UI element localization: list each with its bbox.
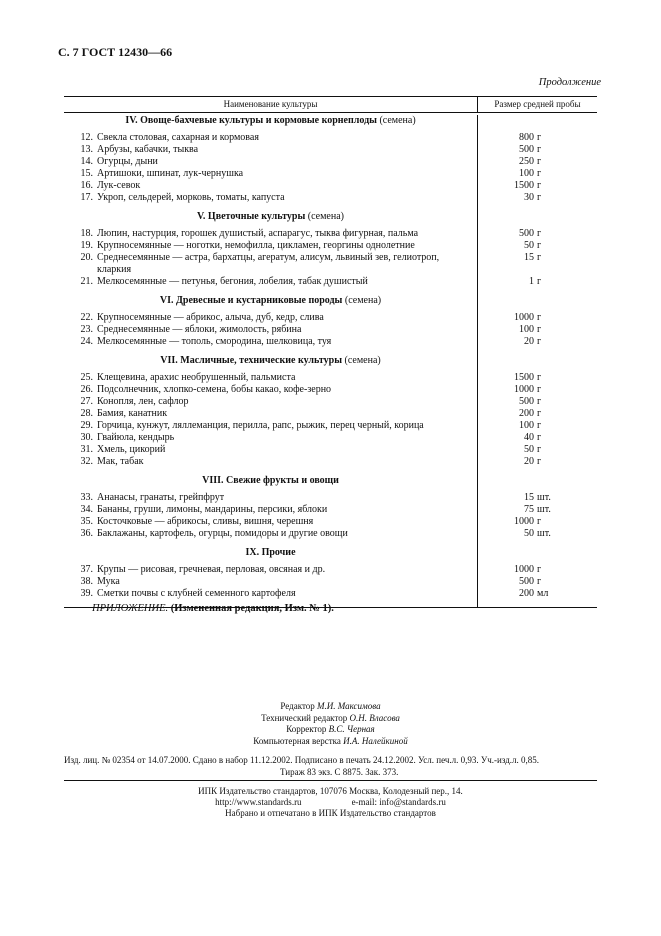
imprint-line-2: Тираж 83 экз. С 8875. Зак. 373. (280, 767, 399, 777)
sample-size (477, 528, 597, 540)
table-row (64, 528, 597, 540)
table-row (64, 252, 597, 276)
crop-name: Мелкосемянные — петунья, бегония, лобелия, табак душистый (97, 276, 368, 287)
table-row (64, 156, 597, 168)
credits (0, 701, 661, 747)
sample-value: 20 (524, 336, 534, 347)
sample-unit: шт. (537, 492, 551, 503)
section-heading (64, 211, 477, 223)
crop-name: Хмель, цикорий (97, 444, 166, 455)
appendix-revision: (Измененная редакция, Изм. № 1). (168, 603, 334, 614)
credit-role: Корректор (286, 724, 327, 734)
row-number: 17. (80, 192, 93, 203)
sample-value: 250 (519, 156, 534, 167)
sample-size (477, 132, 597, 144)
sample-value: 1000 (514, 564, 534, 575)
sample-value: 75 (524, 504, 534, 515)
sample-size (477, 324, 597, 336)
section-heading (64, 547, 477, 559)
table-row (64, 456, 597, 468)
credit-person: В.С. Черная (328, 724, 375, 734)
publisher-web[interactable]: http://www.standards.ru (215, 797, 302, 807)
table-row (64, 420, 597, 432)
sample-size (477, 432, 597, 444)
row-number: 23. (80, 324, 93, 335)
sample-size (477, 420, 597, 432)
crop-name: Артишоки, шпинат, лук-чернушка (97, 168, 244, 179)
sample-unit: г (537, 384, 542, 395)
crop-name: Мука (97, 576, 120, 587)
continuation-label: Продолжение (538, 77, 601, 88)
sample-size (477, 228, 597, 240)
sample-size (477, 156, 597, 168)
crop-name: Ананасы, гранаты, грейпфрут (97, 492, 225, 503)
imprint-rule (64, 780, 597, 781)
row-number: 24. (80, 336, 93, 347)
table-header (64, 96, 597, 113)
table-row (64, 372, 597, 384)
row-number: 14. (80, 156, 93, 167)
credit-person: М.И. Максимова (317, 701, 381, 711)
sample-unit: г (537, 420, 542, 431)
crop-name: Мак, табак (97, 456, 144, 467)
credit-role: Технический редактор (261, 712, 348, 723)
sample-size (477, 180, 597, 192)
sample-unit: г (537, 396, 542, 407)
sample-unit: г (537, 408, 542, 419)
table-body (64, 115, 597, 607)
section-title: VII. Масличные, технические культуры (160, 355, 342, 366)
crop-name: Подсолнечник, хлопко-семена, бобы какао, кофе-зерно (97, 384, 332, 395)
crop-name: Крупносемянные — абрикос, алыча, дуб, кедр, слива (97, 312, 324, 323)
table-row (64, 324, 597, 336)
table-row (64, 492, 597, 504)
page-header: С. 7 ГОСТ 12430—66 (58, 45, 173, 59)
sample-size (477, 564, 597, 576)
table-row (64, 144, 597, 156)
sample-unit: г (537, 180, 542, 191)
row-number: 26. (80, 384, 93, 395)
table-row (64, 444, 597, 456)
row-number: 35. (80, 516, 93, 527)
sample-size (477, 396, 597, 408)
table-row (64, 408, 597, 420)
table-row (64, 504, 597, 516)
table-row (64, 396, 597, 408)
sample-value: 1500 (514, 372, 534, 383)
sample-unit: г (537, 228, 542, 239)
crop-name: Огурцы, дыни (97, 156, 158, 167)
section-gap (64, 204, 597, 211)
sample-size (477, 312, 597, 324)
sample-value: 1000 (514, 312, 534, 323)
row-number: 34. (80, 504, 93, 515)
table-row (64, 192, 597, 204)
sample-size (477, 240, 597, 252)
column-divider (477, 115, 478, 607)
sample-unit: г (537, 192, 542, 203)
appendix-note (92, 603, 334, 614)
sample-value: 200 (519, 408, 534, 419)
sample-unit: г (537, 336, 542, 347)
sample-unit: г (537, 156, 542, 167)
crop-name: Крупы — рисовая, гречневая, перловая, овсяная и др. (97, 564, 326, 575)
sample-value: 1500 (514, 180, 534, 191)
section-title: VIII. Свежие фрукты и овощи (202, 475, 339, 486)
sample-size (477, 588, 597, 600)
crop-name: Свекла столовая, сахарная и кормовая (97, 132, 259, 143)
crop-name: Арбузы, кабачки, тыква (97, 144, 199, 155)
sample-value: 500 (519, 396, 534, 407)
crop-name: Бамия, канатник (97, 408, 168, 419)
row-number: 16. (80, 180, 93, 191)
row-number: 30. (80, 432, 93, 443)
sample-size (477, 276, 597, 288)
sample-unit: шт. (537, 528, 551, 539)
crop-name: Среднесемянные — яблоки, жимолость, рябина (97, 324, 302, 335)
row-number: 21. (80, 276, 93, 287)
row-number: 38. (80, 576, 93, 587)
section-gap (64, 468, 597, 475)
section-title-note: (семена) (342, 355, 381, 366)
crop-name: Баклажаны, картофель, огурцы, помидоры и другие овощи (97, 528, 348, 539)
sample-unit: г (537, 372, 542, 383)
sample-unit: г (537, 324, 542, 335)
crop-name: Лук-севок (97, 180, 141, 191)
sample-value: 100 (519, 168, 534, 179)
row-number: 32. (80, 456, 93, 467)
imprint-line-1: Изд. лиц. № 02354 от 14.07.2000. Сдано в набор 11.12.2002. Подписано в печать 24.12.2002. Усл. печ.л. 0,93. Уч.-изд.л. 0,85. (64, 755, 540, 765)
table-row (64, 564, 597, 576)
table-row (64, 228, 597, 240)
section-title-note: (семена) (305, 211, 344, 222)
sample-unit: г (537, 132, 542, 143)
credit-person: И.А. Налейкиной (343, 735, 408, 746)
row-number: 37. (80, 564, 93, 575)
row-number: 27. (80, 396, 93, 407)
row-number: 29. (80, 420, 93, 431)
crop-name: Бананы, груши, лимоны, мандарины, персики, яблоки (97, 504, 328, 515)
sample-value: 15 (524, 252, 534, 263)
credit-role: Компьютерная верстка (253, 735, 341, 746)
section-heading (64, 475, 477, 487)
table-row (64, 240, 597, 252)
table-row (64, 432, 597, 444)
sample-value: 50 (524, 240, 534, 251)
sample-size (477, 336, 597, 348)
sample-value: 800 (519, 132, 534, 143)
sample-size-table (64, 96, 597, 608)
row-number: 18. (80, 228, 93, 239)
sample-size (477, 456, 597, 468)
sample-value: 500 (519, 144, 534, 155)
section-heading (64, 295, 477, 307)
table-row (64, 516, 597, 528)
credit-role: Редактор (280, 701, 315, 711)
column-header-name: Наименование культуры (64, 97, 478, 112)
appendix-label: ПРИЛОЖЕНИЕ. (92, 603, 169, 614)
publisher-printer: Набрано и отпечатано в ИПК Издательство стандартов (225, 808, 436, 818)
sample-value: 15 (524, 492, 534, 503)
sample-unit: г (537, 456, 542, 467)
section-title: IX. Прочие (245, 547, 296, 558)
sample-size (477, 372, 597, 384)
sample-unit: г (537, 276, 542, 287)
sample-value: 1000 (514, 516, 534, 527)
crop-name: Конопля, лен, сафлор (97, 396, 189, 407)
sample-unit: г (537, 432, 542, 443)
table-row (64, 276, 597, 288)
section-title: V. Цветочные культуры (197, 211, 306, 222)
crop-name: Люпин, настурция, горошек душистый, аспарагус, тыква фигурная, пальма (97, 228, 419, 239)
credit-person: О.Н. Власова (349, 712, 400, 723)
row-number: 15. (80, 168, 93, 179)
sample-unit: мл (537, 588, 549, 599)
section-gap (64, 288, 597, 295)
crop-name: Клещевина, арахис необрушенный, пальмиста (97, 372, 296, 383)
crop-name: Косточковые — абрикосы, сливы, вишня, черешня (97, 516, 314, 527)
row-number: 36. (80, 528, 93, 539)
sample-value: 100 (519, 420, 534, 431)
sample-size (477, 516, 597, 528)
table-row (64, 384, 597, 396)
credit-line (0, 713, 661, 725)
sample-value: 200 (519, 588, 534, 599)
sample-size (477, 252, 597, 276)
section-gap (64, 540, 597, 547)
section-heading (64, 115, 477, 127)
column-header-size: Размер средней пробы (494, 99, 581, 109)
section-title: IV. Овоще-бахчевые культуры и кормовые корнеплоды (125, 115, 377, 126)
credit-line (0, 736, 661, 748)
crop-name: Мелкосемянные — тополь, смородина, шелковица, туя (97, 336, 332, 347)
sample-unit: г (537, 576, 542, 587)
sample-size (477, 192, 597, 204)
row-number: 12. (80, 132, 93, 143)
sample-value: 50 (524, 528, 534, 539)
table-row (64, 576, 597, 588)
section-title-note: (семена) (342, 295, 382, 306)
crop-name: Сметки почвы с клубней семенного картофеля (97, 588, 296, 599)
sample-size (477, 144, 597, 156)
section-title: VI. Древесные и кустарниковые породы (159, 295, 343, 306)
sample-unit: шт. (537, 504, 551, 515)
table-row (64, 588, 597, 600)
sample-unit: г (537, 240, 542, 251)
sample-unit: г (537, 168, 542, 179)
sample-size (477, 168, 597, 180)
publisher-block (0, 786, 661, 819)
crop-name: Гвайюла, кендырь (97, 432, 175, 443)
sample-value: 1000 (514, 384, 534, 395)
table-row (64, 336, 597, 348)
sample-size (477, 504, 597, 516)
sample-unit: г (537, 144, 542, 155)
crop-name: Горчица, кунжут, ляллеманция, перилла, рапс, рыжик, перец черный, корица (97, 420, 424, 431)
row-number: 13. (80, 144, 93, 155)
sample-size (477, 492, 597, 504)
section-gap (64, 348, 597, 355)
publisher-address: ИПК Издательство стандартов, 107076 Москва, Колодезный пер., 14. (198, 786, 463, 796)
section-heading (64, 355, 477, 367)
sample-value: 1 (529, 276, 534, 287)
sample-unit: г (537, 252, 542, 263)
row-number: 39. (80, 588, 93, 599)
row-number: 28. (80, 408, 93, 419)
sample-value: 30 (524, 192, 534, 203)
publisher-email[interactable]: e-mail: info@standards.ru (351, 797, 446, 807)
sample-size (477, 576, 597, 588)
sample-value: 500 (519, 576, 534, 587)
sample-value: 500 (519, 228, 534, 239)
sample-size (477, 408, 597, 420)
credit-line (0, 724, 661, 736)
crop-name: Укроп, сельдерей, морковь, томаты, капуста (97, 192, 285, 203)
crop-name: Крупносемянные — ноготки, немофилла, цикламен, георгины однолетние (97, 240, 415, 251)
credit-line (0, 701, 661, 713)
row-number: 19. (80, 240, 93, 251)
publisher-contacts (0, 797, 661, 808)
sample-unit: г (537, 516, 542, 527)
sample-unit: г (537, 444, 542, 455)
table-row (64, 132, 597, 144)
sample-size (477, 384, 597, 396)
sample-unit: г (537, 312, 542, 323)
sample-size (477, 444, 597, 456)
sample-value: 50 (524, 444, 534, 455)
row-number: 20. (80, 252, 93, 263)
crop-name: Среднесемянные — астра, бархатцы, агератум, алисум, львиный зев, гелиотроп, кларкия (97, 252, 440, 275)
row-number: 25. (80, 372, 93, 383)
table-row (64, 312, 597, 324)
sample-value: 40 (524, 432, 534, 443)
sample-value: 20 (524, 456, 534, 467)
row-number: 33. (80, 492, 93, 503)
row-number: 31. (80, 444, 93, 455)
row-number: 22. (80, 312, 93, 323)
section-title-note: (семена) (376, 115, 416, 126)
table-row (64, 180, 597, 192)
table-row (64, 168, 597, 180)
sample-unit: г (537, 564, 542, 575)
sample-value: 100 (519, 324, 534, 335)
